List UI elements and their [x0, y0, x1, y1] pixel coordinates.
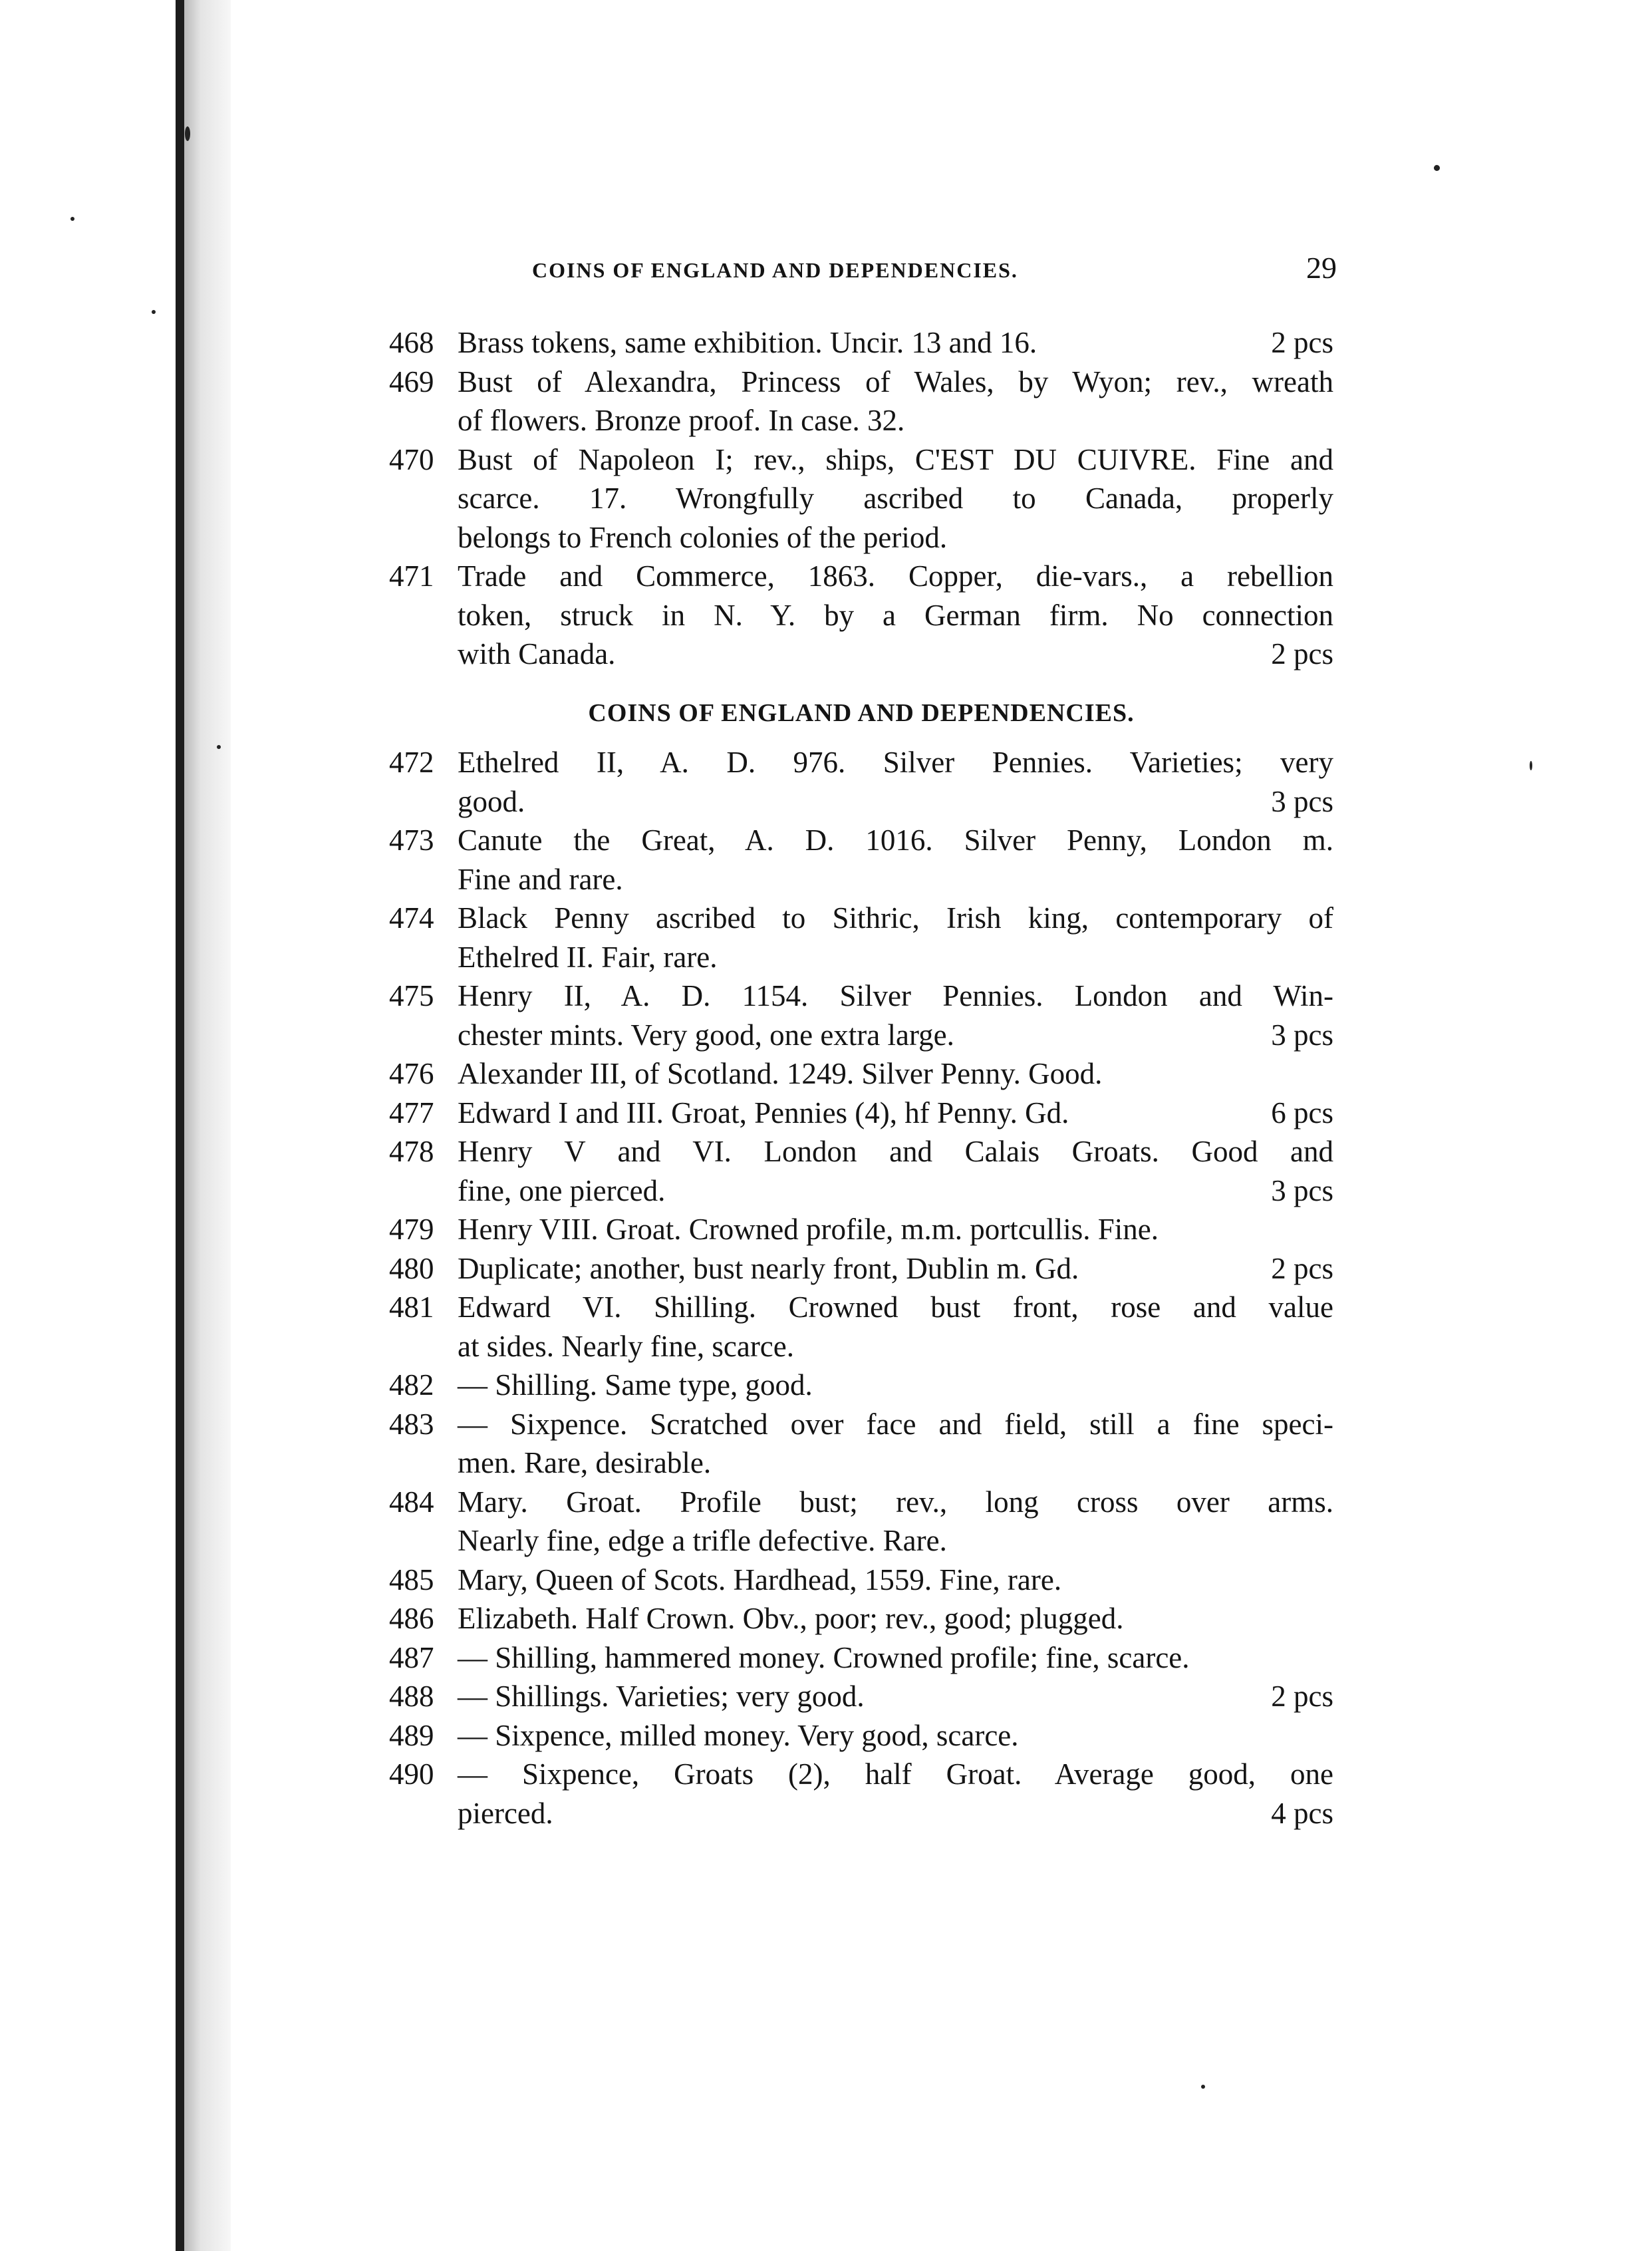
- lot-number: 476: [389, 1057, 434, 1090]
- speck: [70, 217, 74, 221]
- lot-quantity: 4 pcs: [1271, 1796, 1333, 1830]
- catalog-entry: [389, 1210, 1333, 1249]
- lot-description-text: Elizabeth. Half Crown. Obv., poor; rev., good; plugged.: [458, 1602, 1124, 1635]
- speck: [185, 126, 190, 141]
- catalog-entry: [389, 821, 1333, 899]
- lot-description-text: good.: [458, 784, 525, 818]
- speck: [1434, 165, 1440, 171]
- lot-description-line: [458, 1366, 1333, 1405]
- lot-number: 480: [389, 1251, 434, 1285]
- lot-number: 488: [389, 1680, 434, 1713]
- lot-description-line: [458, 557, 1333, 596]
- lot-description-line: [458, 1132, 1333, 1171]
- lot-number: 478: [389, 1135, 434, 1168]
- catalog-entry: [389, 323, 1333, 363]
- lot-description-text: — Sixpence. Scratched over face and field, still a fine speci-: [458, 1407, 1333, 1441]
- lot-description-text: Mary, Queen of Scots. Hardhead, 1559. Fine, rare.: [458, 1563, 1062, 1596]
- lot-number: 471: [389, 559, 434, 593]
- catalog-entry: [389, 557, 1333, 674]
- speck: [1530, 761, 1532, 770]
- lot-description-text: Trade and Commerce, 1863. Copper, die-vars., a rebellion: [458, 559, 1333, 593]
- catalog-entry: [389, 1561, 1333, 1600]
- page-number: 29: [1306, 251, 1337, 285]
- lot-quantity: 3 pcs: [1271, 784, 1333, 818]
- lot-number: 473: [389, 824, 434, 857]
- lot-number: 475: [389, 979, 434, 1012]
- catalog-entry: [389, 1094, 1333, 1133]
- section-heading: COINS OF ENGLAND AND DEPENDENCIES.: [588, 698, 1135, 727]
- catalog-entry: [389, 1366, 1333, 1405]
- lot-description-text: — Sixpence, milled money. Very good, scarce.: [458, 1718, 1019, 1752]
- catalog-entry: [389, 1249, 1333, 1288]
- lot-quantity: 2 pcs: [1271, 326, 1333, 359]
- lot-description-line: [458, 1483, 1333, 1522]
- lot-description-text: with Canada.: [458, 637, 616, 671]
- lot-description-line: [458, 1638, 1333, 1678]
- catalog-entry: [389, 899, 1333, 976]
- lot-description-line: [458, 1521, 1333, 1561]
- lot-description-line: [458, 401, 1333, 440]
- lot-description-line: [458, 976, 1333, 1016]
- catalog-entry: [389, 363, 1333, 440]
- lot-description-line: [458, 1249, 1333, 1288]
- lot-description-text: token, struck in N. Y. by a German firm. No connection: [458, 598, 1333, 632]
- lot-number: 487: [389, 1640, 434, 1674]
- lot-description-text: fine, one pierced.: [458, 1173, 666, 1207]
- lot-description-text: Edward VI. Shilling. Crowned bust front, rose and value: [458, 1290, 1333, 1324]
- lot-description-text: Edward I and III. Groat, Pennies (4), hf Penny. Gd.: [458, 1096, 1069, 1129]
- lot-number: 490: [389, 1757, 434, 1791]
- lot-description-line: [458, 440, 1333, 480]
- lot-number: 469: [389, 365, 434, 398]
- lot-description-line: [458, 938, 1333, 977]
- lot-description-text: Nearly fine, edge a trifle defective. Rare.: [458, 1524, 947, 1557]
- lot-description-text: Duplicate; another, bust nearly front, Dublin m. Gd.: [458, 1251, 1079, 1285]
- catalog-entry: [389, 1677, 1333, 1716]
- binding-edge: [176, 0, 184, 2251]
- catalog-entry: [389, 1755, 1333, 1833]
- lot-description-line: [458, 1054, 1333, 1094]
- lot-description-line: [458, 1171, 1333, 1211]
- lot-description-text: Alexander III, of Scotland. 1249. Silver Penny. Good.: [458, 1057, 1103, 1090]
- running-head: [392, 250, 1337, 290]
- lot-description-line: [458, 1327, 1333, 1366]
- lot-description-text: Ethelred II, A. D. 976. Silver Pennies. Varieties; very: [458, 746, 1333, 779]
- lot-description-text: Bust of Napoleon I; rev., ships, C'EST DU CUIVRE. Fine and: [458, 442, 1333, 476]
- lot-description-text: Henry VIII. Groat. Crowned profile, m.m. portcullis. Fine.: [458, 1213, 1159, 1246]
- lot-description-text: Brass tokens, same exhibition. Uncir. 13 and 16.: [458, 326, 1037, 359]
- lot-quantity: 2 pcs: [1271, 1251, 1333, 1285]
- lot-number: 474: [389, 901, 434, 935]
- lot-number: 468: [389, 326, 434, 359]
- lot-number: 484: [389, 1485, 434, 1519]
- lot-description-line: [458, 1094, 1333, 1133]
- lot-description-line: [458, 821, 1333, 860]
- lot-number: 483: [389, 1407, 434, 1441]
- lot-number: 479: [389, 1213, 434, 1246]
- lot-description-text: chester mints. Very good, one extra large.: [458, 1018, 954, 1052]
- lot-description-text: Bust of Alexandra, Princess of Wales, by Wyon; rev., wreath: [458, 365, 1333, 398]
- lot-number: 470: [389, 442, 434, 476]
- lot-description-line: [458, 782, 1333, 822]
- running-head-title: COINS OF ENGLAND AND DEPENDENCIES.: [532, 258, 1018, 282]
- lot-quantity: 3 pcs: [1271, 1018, 1333, 1052]
- lot-description-line: [458, 596, 1333, 635]
- lot-description-line: [458, 518, 1333, 557]
- speck: [1201, 2085, 1205, 2089]
- speck: [152, 310, 156, 314]
- lot-number: 486: [389, 1602, 434, 1635]
- lot-description-text: Henry V and VI. London and Calais Groats. Good and: [458, 1135, 1333, 1168]
- catalog-entry: [389, 743, 1333, 821]
- lot-description-text: Mary. Groat. Profile bust; rev., long cross over arms.: [458, 1485, 1333, 1519]
- lot-description-line: [458, 635, 1333, 674]
- lot-number: 472: [389, 746, 434, 779]
- lot-description-line: [458, 1016, 1333, 1055]
- lot-description-text: Fine and rare.: [458, 862, 623, 896]
- lot-description-line: [458, 1599, 1333, 1638]
- catalog-entry: [389, 1638, 1333, 1678]
- lot-description-text: Henry II, A. D. 1154. Silver Pennies. London and Win-: [458, 979, 1333, 1012]
- catalog-entry: [389, 976, 1333, 1054]
- lot-number: 482: [389, 1368, 434, 1402]
- catalog-entries-section: [389, 743, 1333, 1833]
- lot-description-text: pierced.: [458, 1796, 553, 1830]
- lot-quantity: 2 pcs: [1271, 637, 1333, 671]
- lot-description-line: [458, 363, 1333, 402]
- lot-description-line: [458, 1561, 1333, 1600]
- lot-description-text: — Sixpence, Groats (2), half Groat. Average good, one: [458, 1757, 1333, 1791]
- lot-description-text: Ethelred II. Fair, rare.: [458, 940, 718, 974]
- lot-number: 489: [389, 1718, 434, 1752]
- lot-description-line: [458, 860, 1333, 899]
- lot-description-text: scarce. 17. Wrongfully ascribed to Canada, properly: [458, 482, 1333, 515]
- catalog-entry: [389, 1716, 1333, 1755]
- catalog-entry: [389, 1054, 1333, 1094]
- lot-description-text: — Shilling. Same type, good.: [458, 1368, 813, 1402]
- lot-description-line: [458, 323, 1333, 363]
- lot-description-text: — Shilling, hammered money. Crowned profile; fine, scarce.: [458, 1640, 1190, 1674]
- catalog-entry: [389, 1288, 1333, 1366]
- lot-number: 481: [389, 1290, 434, 1324]
- lot-description-line: [458, 1755, 1333, 1794]
- lot-description-text: belongs to French colonies of the period.: [458, 520, 948, 554]
- lot-description-line: [458, 1794, 1333, 1833]
- lot-description-line: [458, 1677, 1333, 1716]
- lot-description-text: of flowers. Bronze proof. In case. 32.: [458, 404, 905, 437]
- binding-shadow: [184, 0, 231, 2251]
- lot-quantity: 3 pcs: [1271, 1173, 1333, 1207]
- lot-description-line: [458, 1288, 1333, 1327]
- catalog-text: [389, 323, 1333, 1833]
- catalog-entry: [389, 1132, 1333, 1210]
- catalog-entry: [389, 440, 1333, 557]
- catalog-entries-top: [389, 323, 1333, 674]
- lot-number: 485: [389, 1563, 434, 1596]
- lot-description-text: men. Rare, desirable.: [458, 1446, 712, 1479]
- speck: [217, 745, 221, 749]
- lot-description-line: [458, 1443, 1333, 1483]
- lot-description-text: — Shillings. Varieties; very good.: [458, 1680, 865, 1713]
- catalog-entry: [389, 1405, 1333, 1483]
- lot-description-line: [458, 1405, 1333, 1444]
- lot-description-line: [458, 1716, 1333, 1755]
- lot-description-text: Black Penny ascribed to Sithric, Irish king, contemporary of: [458, 901, 1333, 935]
- catalog-entry: [389, 1599, 1333, 1638]
- lot-description-line: [458, 743, 1333, 782]
- lot-quantity: 2 pcs: [1271, 1680, 1333, 1713]
- lot-description-text: Canute the Great, A. D. 1016. Silver Penny, London m.: [458, 824, 1333, 857]
- lot-quantity: 6 pcs: [1271, 1096, 1333, 1129]
- lot-description-line: [458, 899, 1333, 938]
- lot-description-line: [458, 1210, 1333, 1249]
- catalog-entry: [389, 1483, 1333, 1561]
- lot-description-text: at sides. Nearly fine, scarce.: [458, 1329, 795, 1363]
- lot-number: 477: [389, 1096, 434, 1129]
- lot-description-line: [458, 479, 1333, 518]
